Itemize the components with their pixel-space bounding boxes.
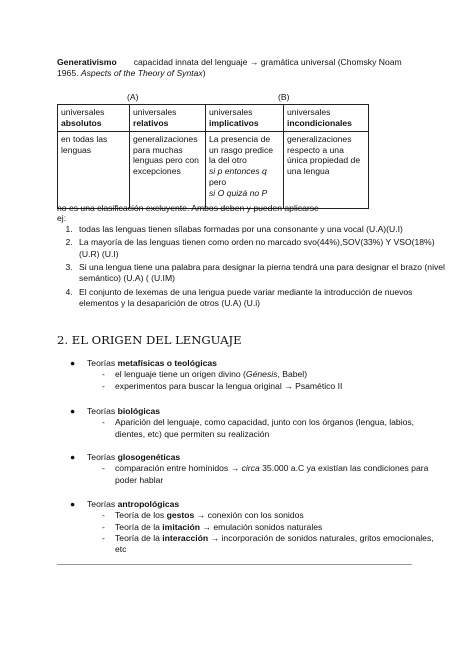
dash-icon: - — [102, 417, 105, 428]
theory-antropologicas — [57, 499, 437, 556]
table-header-row — [58, 105, 369, 132]
dash-icon: - — [102, 380, 105, 391]
dash-icon: - — [102, 510, 105, 521]
list-item: ● Teorías antropológicas — [70, 499, 180, 509]
intro-text-1: capacidad innata del lenguaje → gramática universal (Chomsky Noam — [133, 57, 402, 67]
dash-icon: - — [102, 369, 105, 380]
list-item: 2. La mayoría de las lenguas tienen como orden no marcado svo(44%),SOV(33%) Y VSO(18%)(U.R) (U.I) — [75, 237, 445, 260]
list-item: 3. Si una lengua tiene una palabra para designar la pierna tendrá una para designar el brazo (nivel semántico) (U.A) ( (U.IM) — [75, 262, 445, 285]
intro-line — [57, 57, 437, 80]
bullet-icon: ● — [70, 452, 76, 462]
list-item: - Aparición del lenguaje, como capacidad, junto con los órganos (lengua, labios, dientes, etc) que permiten su realización — [102, 417, 415, 439]
cell-incondicionales: generalizaciones respecto a una única propiedad de una lengua — [284, 132, 369, 209]
intro-text-2: 1965. — [57, 68, 81, 79]
theory-glosogeneticas — [57, 452, 437, 486]
list-item: - Teoría de los gestos → conexión con los sonidos — [102, 510, 304, 521]
header-incondicionales: universales incondicionales — [284, 105, 369, 132]
list-item: - el lenguaje tiene un origen divino (Génesis, Babel) — [102, 369, 308, 380]
intro-text-3: ) — [202, 68, 206, 79]
list-item: - comparación entre homínidos → circa 35.000 a.C ya existían las condiciones para poder hablar — [102, 463, 429, 485]
theory-metafisicas — [57, 358, 437, 392]
universals-table — [57, 104, 369, 209]
list-item: 1. todas las lenguas tienen sílabas formadas por una consonante y una vocal (U.A)(U.I) — [75, 224, 445, 235]
table-body-row — [58, 132, 369, 209]
dash-icon: - — [102, 533, 105, 544]
intro-book-title: Aspects of the Theory of Syntax — [80, 68, 203, 79]
bullet-icon: ● — [70, 499, 76, 509]
list-item: - experimentos para buscar la lengua original → Psamético II — [102, 380, 343, 391]
horizontal-rule — [57, 564, 412, 565]
theory-biologicas — [57, 406, 437, 440]
dash-icon: - — [102, 521, 105, 532]
cell-implicativos: La presencia de un rasgo predice la del otro si p entonces q pero si O quizá no P — [206, 132, 284, 209]
list-item: ● Teorías metafísicas o teológicas — [70, 358, 217, 368]
list-item: 4. El conjunto de lexemas de una lengua puede variar mediante la introducción de nuevos elementos y la desaparición de otros (U.A) (U.i) — [75, 287, 445, 310]
cell-absolutos: en todas las lenguas — [58, 132, 130, 209]
table-label-b: (B) — [278, 92, 290, 102]
table-label-a: (A) — [127, 92, 139, 102]
note-text: no es una clasificación excluyente. Ambos deben y pueden aplicarse — [57, 203, 319, 213]
header-absolutos: universales absolutos — [58, 105, 130, 132]
intro-term: Generativismo — [57, 57, 117, 67]
list-item: - Teoría de la imitación → emulación sonidos naturales — [102, 521, 323, 532]
section-heading: 2. EL ORIGEN DEL LENGUAJE — [57, 333, 242, 347]
dash-icon: - — [102, 463, 105, 474]
header-relativos: universales relativos — [130, 105, 206, 132]
header-implicativos: universales implicativos — [206, 105, 284, 132]
bullet-icon: ● — [70, 358, 76, 368]
list-item: - Teoría de la interacción → incorporación de sonidos naturales, gritos emocionales, etc — [102, 533, 434, 555]
ej-label: ej: — [57, 213, 67, 223]
list-item: ● Teorías biológicas — [70, 406, 161, 416]
cell-relativos: generalizaciones para muchas lenguas pero con excepciones — [130, 132, 206, 209]
bullet-icon: ● — [70, 406, 76, 416]
list-item: ● Teorías glosogenéticas — [70, 452, 181, 462]
examples-list — [57, 224, 445, 311]
